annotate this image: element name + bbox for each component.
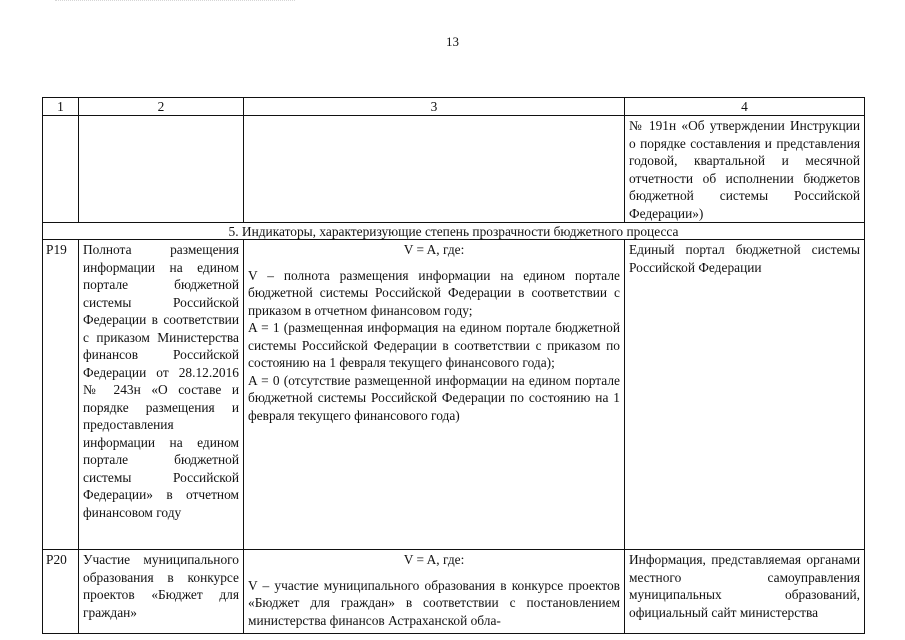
section-row	[43, 223, 865, 240]
table-row	[43, 550, 865, 634]
continued-code-cell	[43, 116, 79, 223]
definition-a1: A = 1 (размещенная информация на едином портале бюджетной системы Российской Федерации в соответствии с приказом по состоянию на 1 февраля текущего финансового года);	[248, 320, 620, 370]
indicator-source: Информация, представляемая органами местного самоуправления муниципальных образований, официальный сайт министерства	[629, 552, 860, 620]
formula: V = A, где:	[403, 242, 465, 257]
indicator-formula-cell	[244, 240, 625, 550]
indicator-name: Участие муниципального образования в конкурсе проектов «Бюджет для граждан»	[83, 552, 239, 620]
scan-artifact	[55, 0, 295, 6]
indicator-code: P20	[43, 550, 79, 634]
indicator-code: P19	[43, 240, 79, 550]
continued-source-cell: № 191н «Об утверждении Инструкции о порядке составления и представления годовой, квартальной и месячной отчетности об исполнении бюджетов бюджетной системы Российской Федерации»)	[625, 116, 865, 223]
indicator-formula-cell	[244, 550, 625, 634]
continued-formula-cell	[244, 116, 625, 223]
definition-v: V – полнота размещения информации на едином портале бюджетной системы Российской Федерации в соответствии с приказом в отчетном финансовом году;	[248, 267, 620, 318]
column-header-4: 4	[625, 98, 865, 116]
indicator-name: Полнота размещения информации на едином портале бюджетной системы Российской Федерации в соответствии с приказом Министерства финансов Российской Федерации от 28.12.2016 № 243н «О составе и порядке размещения и предоставления информации на едином портале бюджетной системы Российской Федерации» в отчетном финансовом году	[79, 240, 244, 550]
continued-name-cell	[79, 116, 244, 223]
page-number: 13	[446, 34, 459, 49]
indicator-source: Единый портал бюджетной системы Российской Федерации	[625, 240, 865, 550]
indicator-name-cell	[79, 550, 244, 634]
column-header-3: 3	[244, 98, 625, 116]
definition-a0: A = 0 (отсутствие размещенной информации на едином портале бюджетной системы Российской Федерации по состоянию на 1 февраля текущего финансового года)	[248, 372, 620, 423]
column-header-1: 1	[43, 98, 79, 116]
formula: V = A, где:	[403, 552, 465, 567]
header-row	[43, 98, 865, 116]
table-row-continued	[43, 116, 865, 223]
indicators-table	[42, 97, 865, 634]
section-title: 5. Индикаторы, характеризующие степень прозрачности бюджетного процесса	[43, 223, 865, 240]
column-header-2: 2	[79, 98, 244, 116]
table-row	[43, 240, 865, 550]
indicator-source-cell	[625, 550, 865, 634]
definition-v: V – участие муниципального образования в конкурсе проектов «Бюджет для граждан» в соответствии с постановлением министерства финансов Астраханской обла-	[248, 577, 620, 628]
